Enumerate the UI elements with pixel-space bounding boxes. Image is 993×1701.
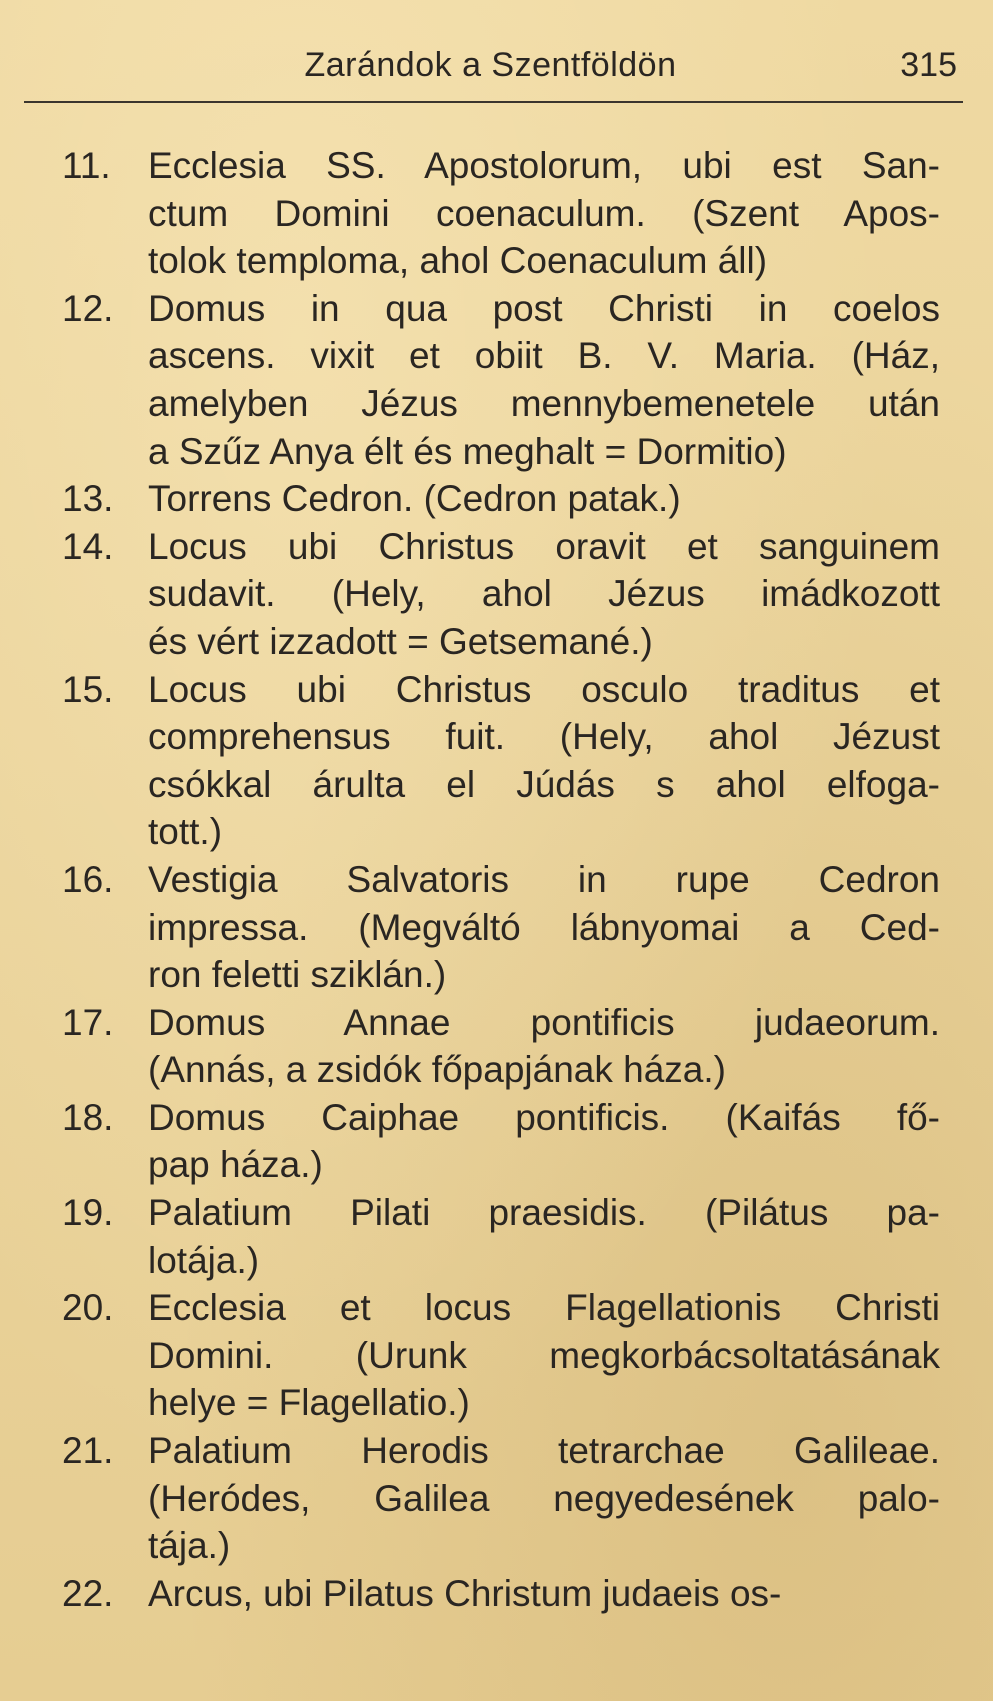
item-number: 22. xyxy=(62,1572,114,1614)
list-item xyxy=(0,523,993,666)
text-line: ctum Domini coenaculum. (Szent Apos- xyxy=(148,192,940,234)
text-line: pap háza.) xyxy=(148,1144,323,1186)
item-number: 12. xyxy=(62,287,114,329)
list-item xyxy=(0,142,993,285)
text-line: ascens. vixit et obiit B. V. Maria. (Ház, xyxy=(148,335,940,377)
list-item xyxy=(0,1427,993,1570)
text-line: comprehensus fuit. (Hely, ahol Jézust xyxy=(148,716,940,758)
item-number: 18. xyxy=(62,1096,114,1138)
text-line: Domini. (Urunk megkorbácsoltatásának xyxy=(148,1334,940,1376)
item-text xyxy=(148,999,940,1094)
running-title: Zarándok a Szentföldön xyxy=(304,46,677,84)
item-text xyxy=(148,1094,940,1189)
text-line: Vestigia Salvatoris in rupe Cedron xyxy=(148,858,940,900)
text-line: Domus in qua post Christi in coelos xyxy=(148,287,940,329)
header-rule xyxy=(24,101,963,103)
text-line: Torrens Cedron. (Cedron patak.) xyxy=(148,478,681,520)
item-text xyxy=(148,666,940,856)
page-number: 315 xyxy=(900,46,957,84)
item-number: 21. xyxy=(62,1430,114,1472)
list-item xyxy=(0,999,993,1094)
text-line: Locus ubi Christus osculo traditus et xyxy=(148,668,940,710)
text-line: amelyben Jézus mennybemenetele után xyxy=(148,382,940,424)
list-item xyxy=(0,1284,993,1427)
item-number: 16. xyxy=(62,858,114,900)
item-text xyxy=(148,523,940,666)
list-item xyxy=(0,475,993,523)
text-line: Ecclesia et locus Flagellationis Christi xyxy=(148,1287,940,1329)
item-number: 15. xyxy=(62,668,114,710)
text-line: sudavit. (Hely, ahol Jézus imádkozott xyxy=(148,573,940,615)
item-number: 14. xyxy=(62,525,114,567)
text-line: Domus Caiphae pontificis. (Kaifás fő- xyxy=(148,1096,940,1138)
list-item xyxy=(0,666,993,856)
text-line: tája.) xyxy=(148,1525,231,1567)
text-line: Palatium Pilati praesidis. (Pilátus pa- xyxy=(148,1192,940,1234)
item-number: 11. xyxy=(62,145,111,186)
text-line: tolok temploma, ahol Coenaculum áll) xyxy=(148,240,768,282)
text-line: tott.) xyxy=(148,811,223,853)
list-item xyxy=(0,285,993,475)
text-line: csókkal árulta el Júdás s ahol elfoga- xyxy=(148,763,940,805)
page-header xyxy=(24,42,957,98)
text-line: (Heródes, Galilea negyedesének palo- xyxy=(148,1477,940,1519)
text-line: (Annás, a zsidók főpapjának háza.) xyxy=(148,1049,726,1091)
list-item xyxy=(0,1570,993,1618)
text-line: és vért izzadott = Getsemané.) xyxy=(148,620,653,662)
item-text xyxy=(148,285,940,475)
text-line: Domus Annae pontificis judaeorum. xyxy=(148,1001,940,1043)
item-text xyxy=(148,475,940,523)
item-text xyxy=(148,1427,940,1570)
item-number: 20. xyxy=(62,1287,114,1329)
item-number: 17. xyxy=(62,1001,114,1043)
item-text xyxy=(148,1570,940,1618)
list-item xyxy=(0,1189,993,1284)
item-text xyxy=(148,856,940,999)
text-line: Ecclesia SS. Apostolorum, ubi est San- xyxy=(148,145,940,186)
text-line: impressa. (Megváltó lábnyomai a Ced- xyxy=(148,906,940,948)
list-item xyxy=(0,1094,993,1189)
text-line: Locus ubi Christus oravit et sanguinem xyxy=(148,525,940,567)
item-text xyxy=(148,1284,940,1427)
item-text xyxy=(148,142,940,285)
item-number: 19. xyxy=(62,1192,114,1234)
text-line: Arcus, ubi Pilatus Christum judaeis os- xyxy=(148,1572,782,1614)
text-line: helye = Flagellatio.) xyxy=(148,1382,470,1424)
text-line: Palatium Herodis tetrarchae Galileae. xyxy=(148,1430,940,1472)
text-line: a Szűz Anya élt és meghalt = Dormitio) xyxy=(148,430,787,472)
item-number: 13. xyxy=(62,478,114,520)
list-item xyxy=(0,856,993,999)
item-text xyxy=(148,1189,940,1284)
text-line: lotája.) xyxy=(148,1239,260,1281)
text-line: ron feletti sziklán.) xyxy=(148,954,447,996)
numbered-list xyxy=(0,142,993,1617)
